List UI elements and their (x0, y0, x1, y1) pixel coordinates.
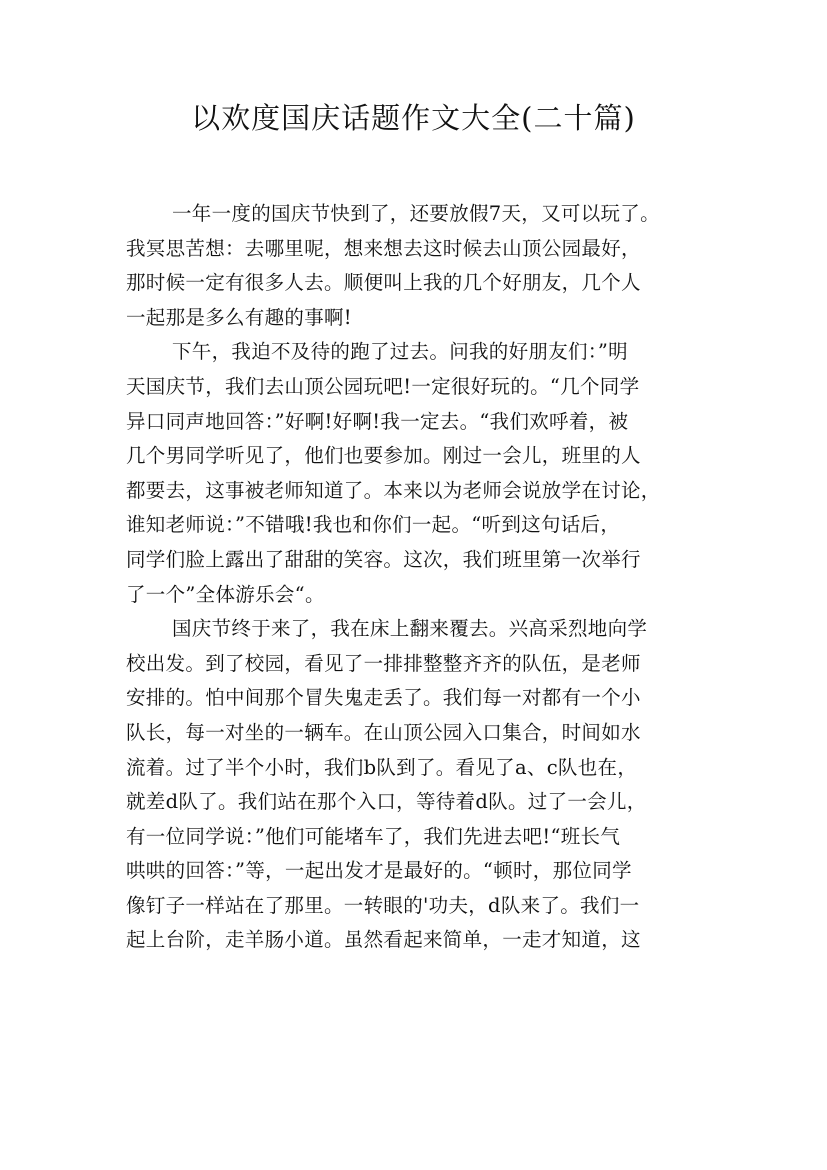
text-line: 同学们脸上露出了甜甜的笑容。这次，我们班里第一次举行 (126, 547, 641, 571)
text-line: 队长，每一对坐的一辆车。在山顶公园入口集合，时间如水 (126, 720, 641, 744)
text-line: 下午，我迫不及待的跑了过去。问我的好朋友们：”明 (172, 340, 628, 364)
text-line: 我冥思苦想：去哪里呢，想来想去这时候去山顶公园最好， (126, 236, 641, 260)
document-body (126, 197, 706, 958)
text-line: 那时候一定有很多人去。顺便叫上我的几个好朋友，几个人 (126, 271, 641, 295)
text-line: 一起那是多么有趣的事啊! (126, 305, 352, 329)
text-line: 了一个”全体游乐会“。 (126, 582, 325, 606)
text-line: 有一位同学说：”他们可能堵车了，我们先进去吧!“班长气 (126, 824, 621, 848)
document-title: 以欢度国庆话题作文大全(二十篇) (191, 101, 636, 135)
text-line: 都要去，这事被老师知道了。本来以为老师会说放学在讨论， (126, 478, 661, 502)
text-line: 谁知老师说：”不错哦!我也和你们一起。“听到这句话后， (126, 513, 621, 537)
text-line: 起上台阶，走羊肠小道。虽然看起来简单，一走才知道，这 (126, 928, 641, 952)
text-line: 安排的。怕中间那个冒失鬼走丢了。我们每一对都有一个小 (126, 686, 641, 710)
text-line: 就差d队了。我们站在那个入口，等待着d队。过了一会儿， (126, 790, 647, 814)
text-line: 异口同声地回答：”好啊!好啊!我一定去。“我们欢呼着，被 (126, 409, 629, 433)
text-line: 一年一度的国庆节快到了，还要放假7天，又可以玩了。 (172, 202, 660, 225)
text-line: 校出发。到了校园，看见了一排排整整齐齐的队伍，是老师 (126, 651, 641, 675)
text-line: 几个男同学听见了，他们也要参加。刚过一会儿，班里的人 (126, 444, 641, 468)
text-line: 天国庆节，我们去山顶公园玩吧!一定很好玩的。“几个同学 (126, 374, 640, 398)
text-line: 像钉子一样站在了那里。一转眼的'功夫，d队来了。我们一 (126, 893, 640, 917)
text-line: 流着。过了半个小时，我们b队到了。看见了a、c队也在， (126, 755, 638, 779)
text-line: 国庆节终于来了，我在床上翻来覆去。兴高采烈地向学 (172, 617, 648, 641)
text-line: 哄哄的回答：”等，一起出发才是最好的。“顿时，那位同学 (126, 859, 632, 883)
